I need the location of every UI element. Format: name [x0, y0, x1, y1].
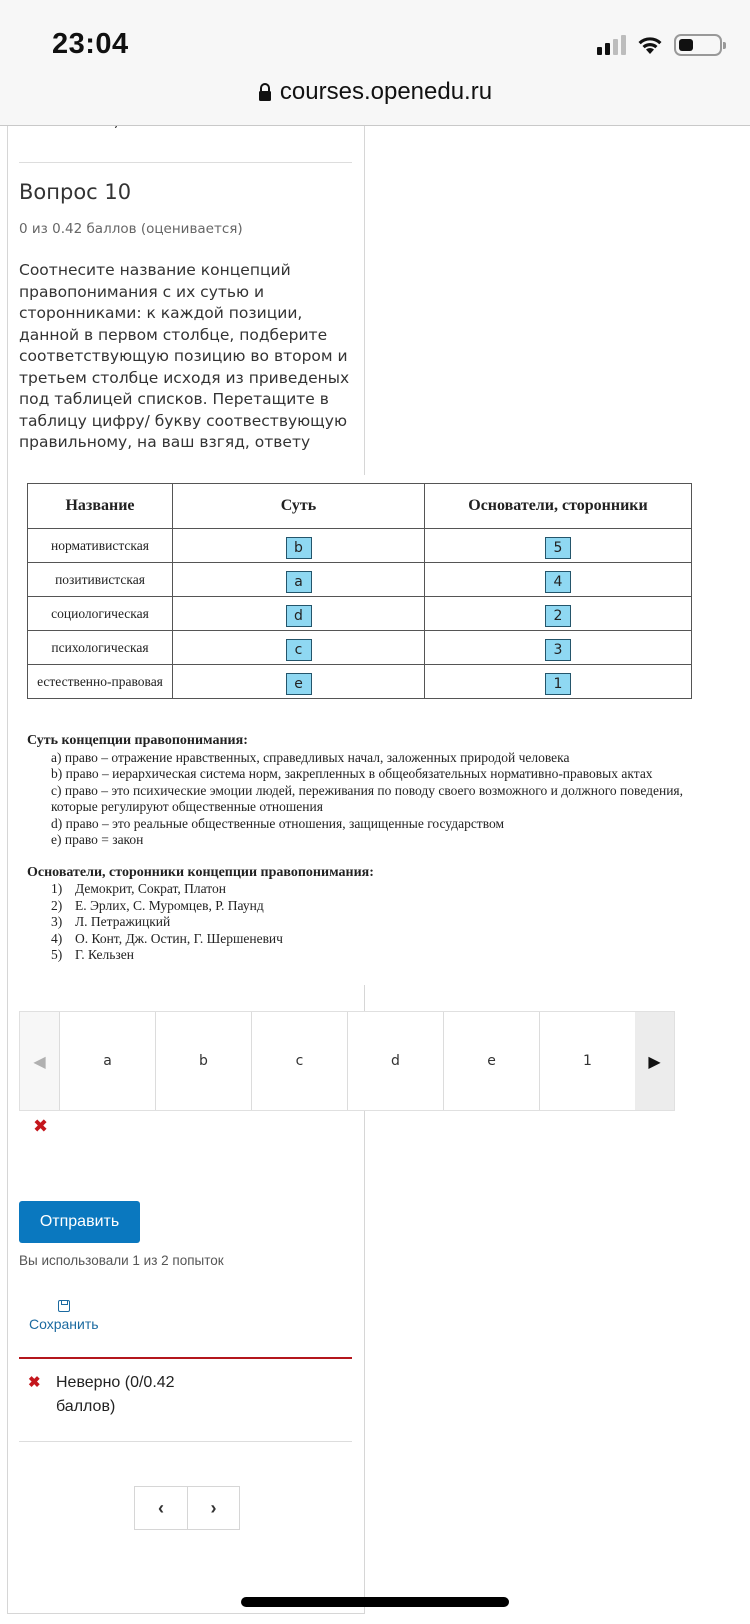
wifi-icon: [636, 34, 664, 56]
item-label: b): [51, 766, 63, 781]
url-text: courses.openedu.ru: [279, 78, 493, 105]
essence-drop-zone[interactable]: [173, 665, 425, 699]
result-divider: [19, 1357, 352, 1359]
concept-name: позитивистская: [28, 563, 173, 597]
item-label: d): [51, 815, 63, 831]
dropped-founders-chip[interactable]: 4: [545, 571, 571, 593]
dropped-essence-chip[interactable]: a: [286, 571, 312, 593]
concept-name: естественно-правовая: [28, 665, 173, 699]
drag-item[interactable]: d: [347, 1012, 443, 1110]
status-time: 23:04: [52, 28, 129, 60]
triangle-left-icon[interactable]: ◀: [20, 1012, 59, 1110]
item-label: 3): [51, 914, 63, 929]
dropped-essence-chip[interactable]: c: [286, 639, 312, 661]
table-row: [28, 631, 692, 665]
drag-item[interactable]: 1: [539, 1012, 635, 1110]
item-text: Л. Петражицкий: [75, 914, 171, 929]
reference-lists: [27, 733, 692, 964]
founders-drop-zone[interactable]: [425, 631, 692, 665]
header-name: Название: [28, 484, 173, 529]
header-founders: Основатели, сторонники: [425, 484, 692, 529]
table-row: [28, 597, 692, 631]
item-text: Е. Эрлих, С. Муромцев, Р. Паунд: [75, 897, 264, 913]
header-essence: Суть: [173, 484, 425, 529]
question-image: [19, 475, 699, 985]
dropped-founders-chip[interactable]: 1: [545, 673, 571, 695]
divider: [19, 1441, 352, 1442]
essence-drop-zone[interactable]: [173, 563, 425, 597]
drag-item[interactable]: a: [59, 1012, 155, 1110]
item-label: 4): [51, 930, 63, 946]
battery-icon: [674, 34, 722, 56]
essence-drop-zone[interactable]: [173, 631, 425, 665]
founders-list-item: [27, 931, 692, 948]
founders-list-item: [27, 914, 692, 931]
dropped-founders-chip[interactable]: 5: [545, 537, 571, 559]
lock-icon: [258, 82, 272, 102]
essence-list-item: [27, 750, 692, 767]
status-icons: [597, 34, 722, 56]
chevron-right-icon[interactable]: ›: [187, 1487, 239, 1529]
essence-drop-zone[interactable]: [173, 597, 425, 631]
essence-drop-zone[interactable]: [173, 529, 425, 563]
item-label: c): [51, 782, 62, 798]
founders-drop-zone[interactable]: [425, 563, 692, 597]
concept-name: психологическая: [28, 631, 173, 665]
result-text: Неверно (0/0.42 баллов): [56, 1374, 175, 1415]
cross-icon: ✖: [33, 1116, 49, 1137]
item-text: Г. Кельзен: [75, 947, 134, 962]
item-text: право – иерархическая система норм, закрепленных в общеобязательных нормативно-правовых актах: [65, 766, 653, 781]
item-label: 2): [51, 897, 63, 913]
item-text: право – это психические эмоции людей, переживания по поводу своего возможного и должного поведения, которые регулируют общественные отношения: [51, 782, 684, 814]
save-label: Сохранить: [29, 1316, 99, 1332]
home-indicator[interactable]: [241, 1597, 509, 1607]
attempts-text: Вы использовали 1 из 2 попыток: [19, 1253, 224, 1268]
drag-item[interactable]: c: [251, 1012, 347, 1110]
founders-list-title: Основатели, сторонники концепции правопонимания:: [27, 864, 374, 880]
essence-list-title: Суть концепции правопонимания:: [27, 733, 248, 748]
essence-list-item: [27, 832, 692, 849]
drag-item[interactable]: e: [443, 1012, 539, 1110]
address-bar[interactable]: [0, 78, 750, 106]
item-text: право = закон: [64, 832, 144, 847]
triangle-right-icon[interactable]: ▶: [635, 1012, 674, 1110]
founders-drop-zone[interactable]: [425, 529, 692, 563]
founders-list-item: [27, 947, 692, 964]
dropped-essence-chip[interactable]: e: [286, 673, 312, 695]
question-text: Соотнесите название концепций правопонимания с их сутью и сторонниками: к каждой позиции, данной в первом столбце, подберите соответствующую позицию во втором и третьем столбце исходя из приведеных под таблицей списков. Перетащите в таблицу цифру/ букву соотвествующую правильному, на ваш взгяд, ответу: [19, 261, 350, 451]
item-text: право – отражение нравственных, справедливых начал, заложенных природой человека: [64, 749, 570, 765]
pagination: [134, 1486, 240, 1530]
concept-name: социологическая: [28, 597, 173, 631]
item-label: a): [51, 749, 62, 765]
signal-icon: [597, 35, 626, 55]
drag-item[interactable]: b: [155, 1012, 251, 1110]
item-text: право – это реальные общественные отношения, защищенные государством: [65, 815, 505, 831]
dropped-founders-chip[interactable]: 2: [545, 605, 571, 627]
table-row: [28, 563, 692, 597]
cross-icon: ✖: [28, 1374, 41, 1391]
item-label: e): [51, 832, 62, 847]
item-label: 5): [51, 947, 63, 962]
floppy-disk-icon: [58, 1300, 70, 1312]
founders-drop-zone[interactable]: [425, 597, 692, 631]
essence-list-item: [27, 783, 692, 816]
chevron-left-icon[interactable]: ‹: [135, 1487, 187, 1529]
question-score: 0 из 0.42 баллов (оценивается): [19, 221, 243, 237]
submit-button[interactable]: Отправить: [19, 1201, 140, 1243]
browser-header: [0, 0, 750, 126]
drag-items-carousel: [19, 1011, 675, 1111]
founders-list-item: [27, 881, 692, 898]
concept-name: нормативистская: [28, 529, 173, 563]
essence-list-item: [27, 766, 692, 783]
question-title: Вопрос 10: [19, 180, 132, 204]
item-text: О. Конт, Дж. Остин, Г. Шершеневич: [75, 930, 283, 946]
matching-table: [27, 483, 692, 699]
essence-list-item: [27, 816, 692, 833]
table-row: [28, 529, 692, 563]
save-button[interactable]: [29, 1300, 99, 1332]
dropped-founders-chip[interactable]: 3: [545, 639, 571, 661]
dropped-essence-chip[interactable]: b: [286, 537, 312, 559]
item-text: Демокрит, Сократ, Платон: [75, 881, 226, 896]
dropped-essence-chip[interactable]: d: [286, 605, 312, 627]
founders-drop-zone[interactable]: [425, 665, 692, 699]
item-label: 1): [51, 881, 63, 896]
result-notification: [28, 1371, 216, 1419]
founders-list-item: [27, 898, 692, 915]
table-row: [28, 665, 692, 699]
divider: [19, 162, 352, 163]
